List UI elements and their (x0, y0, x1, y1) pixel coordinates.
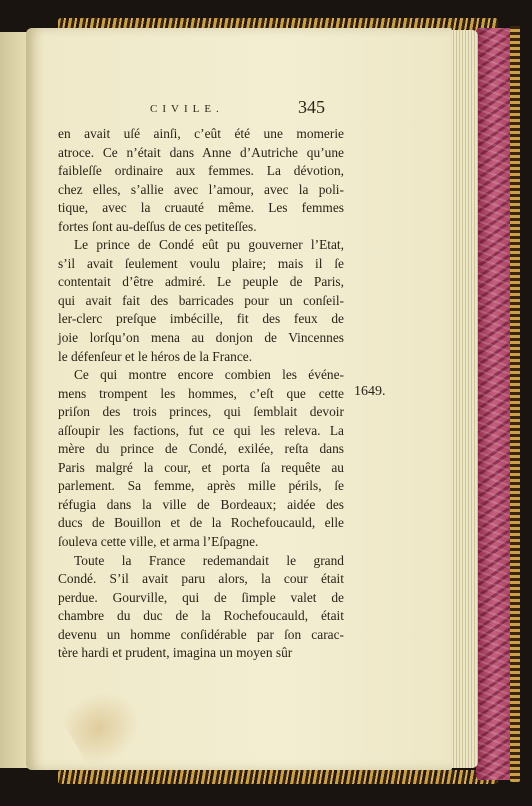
text-line: ler-clerc preſque imbécille, fit des feux de (58, 311, 344, 327)
paragraph-1 (58, 125, 344, 236)
text-line: mère du prince de Condé, exilée, reſta dans (58, 441, 344, 457)
paragraph-4 (58, 552, 344, 663)
text-line: priſon des trois princes, qui ſemblait devoir (58, 404, 344, 420)
running-head: CIVILE. (150, 103, 224, 115)
text-line: Ce qui montre encore combien les événe- (74, 367, 344, 383)
text-line: mens trompent les hommes, c’eſt que cette (58, 385, 344, 401)
text-line: réfugia dans la ville de Bordeaux; aidée des (58, 496, 344, 512)
text-line: s’il avait ſeulement voulu plaire; mais il ſe (58, 255, 344, 271)
paragraph-3 (58, 366, 344, 551)
text-line: chez elles, s’allie avec l’amour, avec la poli- (58, 181, 344, 197)
page-stack-edge (448, 30, 478, 768)
text-line: Condé. S’il avait paru alors, la cour était (58, 571, 344, 587)
text-line: tère hardi et prudent, imagina un moyen sûr (58, 645, 293, 661)
gilt-spine-edge (510, 26, 520, 782)
text-line: Paris malgré la cour, et porta ſa requête au (58, 459, 344, 475)
text-line: atroce. Ce n’était dans Anne d’Autriche qu’une (58, 144, 344, 160)
text-line: parlement. Sa femme, après mille périls, ſe (58, 478, 344, 494)
text-line: perdue. Gourville, qui de ſimple valet de (58, 589, 344, 605)
text-line: joie lorſqu’on mena au donjon de Vincennes (58, 330, 344, 346)
text-line: tique, avec la cruauté même. Les femmes (58, 200, 344, 216)
text-line: Le prince de Condé eût pu gouverner l’Etat, (74, 237, 344, 253)
text-line: chambre du duc de la Rochefoucauld, était (58, 608, 344, 624)
text-line: qui avait fait des barricades pour un conſeil- (58, 292, 344, 308)
gilt-edge-bottom (58, 770, 498, 784)
body-text (58, 125, 344, 663)
text-line: ducs de Bouillon et de la Rochefoucauld, elle (58, 515, 344, 531)
text-line: contentait d’être admiré. Le peuple de Paris, (58, 274, 344, 290)
text-line: aſſoupir les factions, fut ce qui les releva. La (58, 422, 344, 438)
text-line: faibleſſe ordinaire aux femmes. La dévotion, (58, 163, 344, 179)
page-number: 345 (298, 97, 325, 117)
text-line: devenu un homme conſidérable par ſon carac- (58, 626, 344, 642)
text-line: en avait uſé ainſi, c’eût été une momerie (58, 126, 344, 141)
text-line: fortes ſont au-deſſus de ces petiteſſes. (58, 218, 257, 234)
text-line: Toute la France redemandait le grand (74, 552, 344, 568)
text-line: le défenſeur et le héros de la France. (58, 348, 253, 364)
text-line: ſouleva cette ville, et arma l’Eſpagne. (58, 534, 259, 550)
paragraph-2 (58, 236, 344, 366)
margin-date: 1649. (354, 384, 386, 399)
